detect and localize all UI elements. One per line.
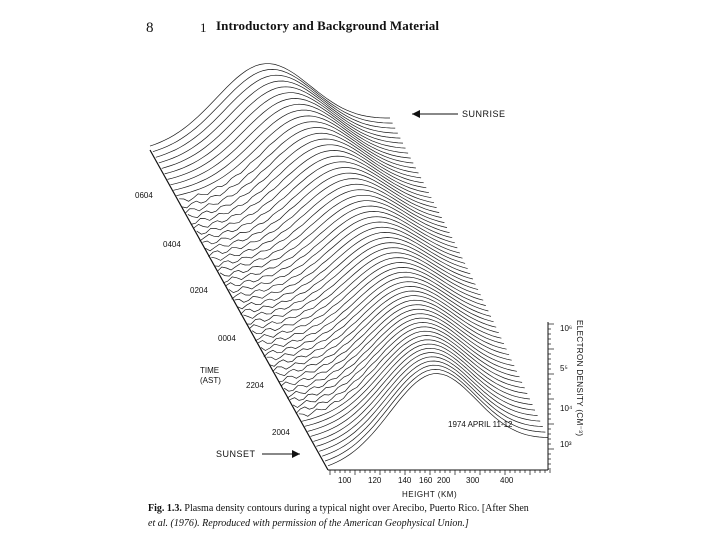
time-tick-2204: 2204 xyxy=(246,381,264,390)
page-number: 8 xyxy=(146,20,154,36)
height-tick-200: 200 xyxy=(437,476,451,485)
surface-profile-line xyxy=(214,190,447,267)
height-tick-140: 140 xyxy=(398,476,412,485)
surface-profile-line xyxy=(249,253,478,329)
density-axis-label: ELECTRON DENSITY (CM⁻³) xyxy=(575,320,584,437)
caption-text-line2: et al. (1976). Reproduced with permission of the American Geophysical Union.] xyxy=(148,518,469,529)
surface-profile-line xyxy=(328,374,548,466)
density-tick-1e4: 10⁴ xyxy=(560,404,573,413)
time-tick-0404: 0404 xyxy=(163,240,181,249)
time-tick-0204: 0204 xyxy=(190,286,208,295)
density-tick-1e6: 10⁶ xyxy=(560,324,573,333)
surface-profile-line xyxy=(211,184,444,260)
sunset-arrow xyxy=(262,450,300,458)
density-tick-1e3: 10³ xyxy=(560,440,572,449)
surface-profile-line xyxy=(220,201,452,276)
time-tick-0004: 0004 xyxy=(218,334,236,343)
surface-profile-line xyxy=(241,238,471,315)
surface-profile-line xyxy=(159,81,398,163)
surface-profile-line xyxy=(243,243,473,319)
time-axis-label: TIME xyxy=(200,366,220,375)
surface-profile-line xyxy=(179,122,416,202)
height-tick-300: 300 xyxy=(466,476,480,485)
surface-profile-line xyxy=(284,309,509,391)
figure-caption xyxy=(148,501,608,531)
surface-profile-line xyxy=(322,365,543,456)
chapter-number: 1 xyxy=(200,20,207,35)
height-tick-100: 100 xyxy=(338,476,352,485)
surface-profile-line xyxy=(168,98,406,179)
time-tick-0604: 0604 xyxy=(135,191,153,200)
height-tick-120: 120 xyxy=(368,476,382,485)
sunset-label: SUNSET xyxy=(216,449,256,459)
surface-profile-line xyxy=(252,258,481,334)
height-tick-160: 160 xyxy=(419,476,433,485)
caption-text: Plasma density contours during a typical night over Arecibo, Puerto Rico. [After Shen xyxy=(184,503,529,514)
surface-profile-line xyxy=(305,340,528,427)
surface-profile-line xyxy=(156,75,395,157)
chapter-title: Introductory and Background Material xyxy=(216,18,440,33)
surface-contour-lines xyxy=(150,64,548,466)
surface-profile-line xyxy=(296,327,520,414)
axis-tick-marks xyxy=(330,324,554,475)
surface-profile-line xyxy=(153,69,393,151)
surface-profile-line xyxy=(235,227,466,302)
time-tick-2004: 2004 xyxy=(272,428,290,437)
sunrise-arrow xyxy=(412,110,458,118)
surface-profile-line xyxy=(270,286,497,366)
caption-fig-label: Fig. 1.3. xyxy=(148,503,182,514)
time-axis-unit: (AST) xyxy=(200,376,221,385)
surface-profile-line xyxy=(217,195,450,271)
density-tick-5e5: 5⁵ xyxy=(560,364,568,373)
date-label: 1974 APRIL 11-12 xyxy=(448,420,513,429)
height-tick-400: 400 xyxy=(500,476,514,485)
sunrise-label: SUNRISE xyxy=(462,109,506,119)
height-axis-label: HEIGHT (KM) xyxy=(402,490,458,499)
